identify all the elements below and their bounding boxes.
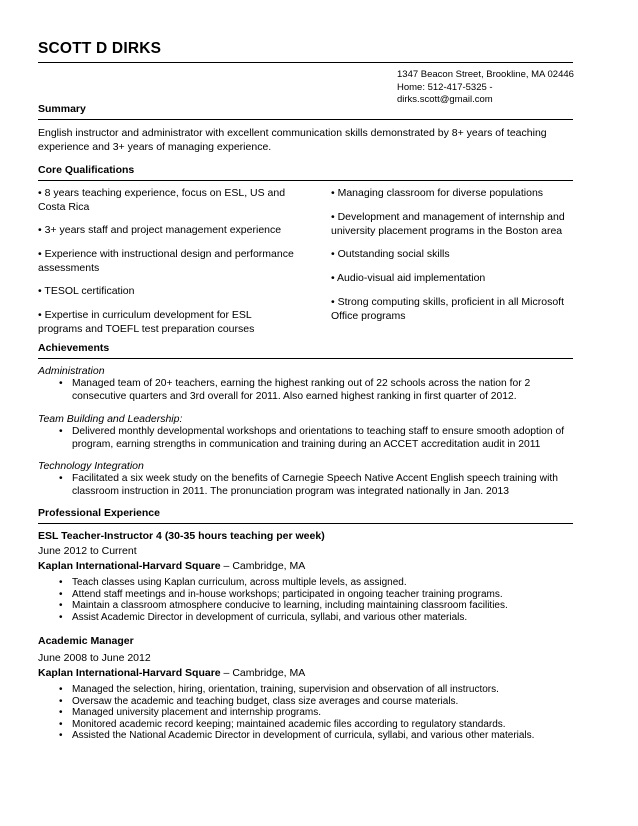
address: 1347 Beacon Street, Brookline, MA 02446 [397,69,574,80]
summary-heading: Summary [38,103,86,115]
achievements-divider [38,358,573,359]
job-duty: • Managed the selection, hiring, orientation, training, supervision and observation of all instructors. [58,684,578,696]
experience-heading: Professional Experience [38,507,160,519]
job-duty: • Monitored academic record keeping; maintained academic files according to regulatory standards. [58,719,578,731]
job-duty: • Managed university placement and internship programs. [58,707,578,719]
achievement-group-heading: Team Building and Leadership: [38,413,183,425]
job-duty: • Oversaw the academic and teaching budget, class size averages and course materials. [58,696,578,708]
core-qualifications-heading: Core Qualifications [38,164,135,176]
job-duty: • Assist Academic Director in development of curricula, syllabi, and various other materials. [58,612,578,624]
qualification-item: • Managing classroom for diverse populations [331,187,544,199]
job-duties-list [58,684,578,742]
employer-name: Kaplan International-Harvard Square [38,560,221,572]
job-dates: June 2008 to June 2012 [38,652,151,664]
job-location: – Cambridge, MA [220,667,306,679]
achievement-group-heading: Technology Integration [38,460,144,472]
job-employer-line [38,560,305,574]
contact-block [397,69,574,107]
achievement-item: • Managed team of 20+ teachers, earning the highest ranking out of 22 schools across the nation for 2 consecutive quarters and 3rd overall for 2011. Also earned highest ranking in first quarter of 2012. [58,378,570,403]
qualification-item: • Outstanding social skills [331,248,450,260]
phone: Home: 512-417-5325 - [397,81,493,93]
achievement-item: • Facilitated a six week study on the benefits of Carnegie Speech Native Accent English speech training with classroom instruction in 2011. The pronunciation program was integrated nationally in Jan. 2013 [58,473,570,498]
candidate-name: SCOTT D DIRKS [38,40,162,57]
job-duties-list [58,577,578,623]
experience-divider [38,523,573,524]
qualification-item: • Audio-visual aid implementation [331,272,486,284]
summary-text: English instructor and administrator with excellent communication skills demonstrated by 8+ years of teaching experience and 3+ years of managing experience. [38,127,547,153]
job-duty: • Teach classes using Kaplan curriculum, across multiple levels, as assigned. [58,577,578,589]
employer-name: Kaplan International-Harvard Square [38,667,221,679]
achievement-list [58,378,570,403]
qualification-item: • Expertise in curriculum development for ESL programs and TOEFL test preparation courses [38,309,255,335]
job-duty: • Assisted the National Academic Director in development of curricula, syllabi, and various other materials. [58,730,578,742]
achievement-list [58,426,570,451]
job-location: – Cambridge, MA [220,560,306,572]
job-duty: • Maintain a classroom atmosphere conducive to learning, including maintaining classroom facilities. [58,600,578,612]
email: dirks.scott@gmail.com [397,94,493,105]
qualification-item: • 3+ years staff and project management experience [38,224,282,236]
qualification-item: • Development and management of internship and university placement programs in the Boston area [331,211,565,237]
core-divider [38,180,573,181]
qualification-item: • Experience with instructional design and performance assessments [38,248,294,274]
job-title: ESL Teacher-Instructor 4 (30-35 hours teaching per week) [38,530,325,542]
achievement-group-heading: Administration [38,365,105,377]
job-title: Academic Manager [38,635,134,647]
job-employer-line [38,667,305,681]
achievements-heading: Achievements [38,342,110,354]
header-divider [38,62,573,63]
job-dates: June 2012 to Current [38,545,137,557]
achievement-item: • Delivered monthly developmental workshops and orientations to teaching staff to ensure smooth adoption of program, earning strengths in communication and training during an ACCET accreditation audit in 2011 [58,426,570,451]
summary-divider [38,119,573,120]
qualification-item: • 8 years teaching experience, focus on ESL, US and Costa Rica [38,187,286,213]
qualification-item: • Strong computing skills, proficient in all Microsoft Office programs [331,296,565,322]
qualification-item: • TESOL certification [38,285,135,297]
achievement-list [58,473,570,498]
job-duty: • Attend staff meetings and in-house workshops; participated in ongoing teacher training programs. [58,589,578,601]
